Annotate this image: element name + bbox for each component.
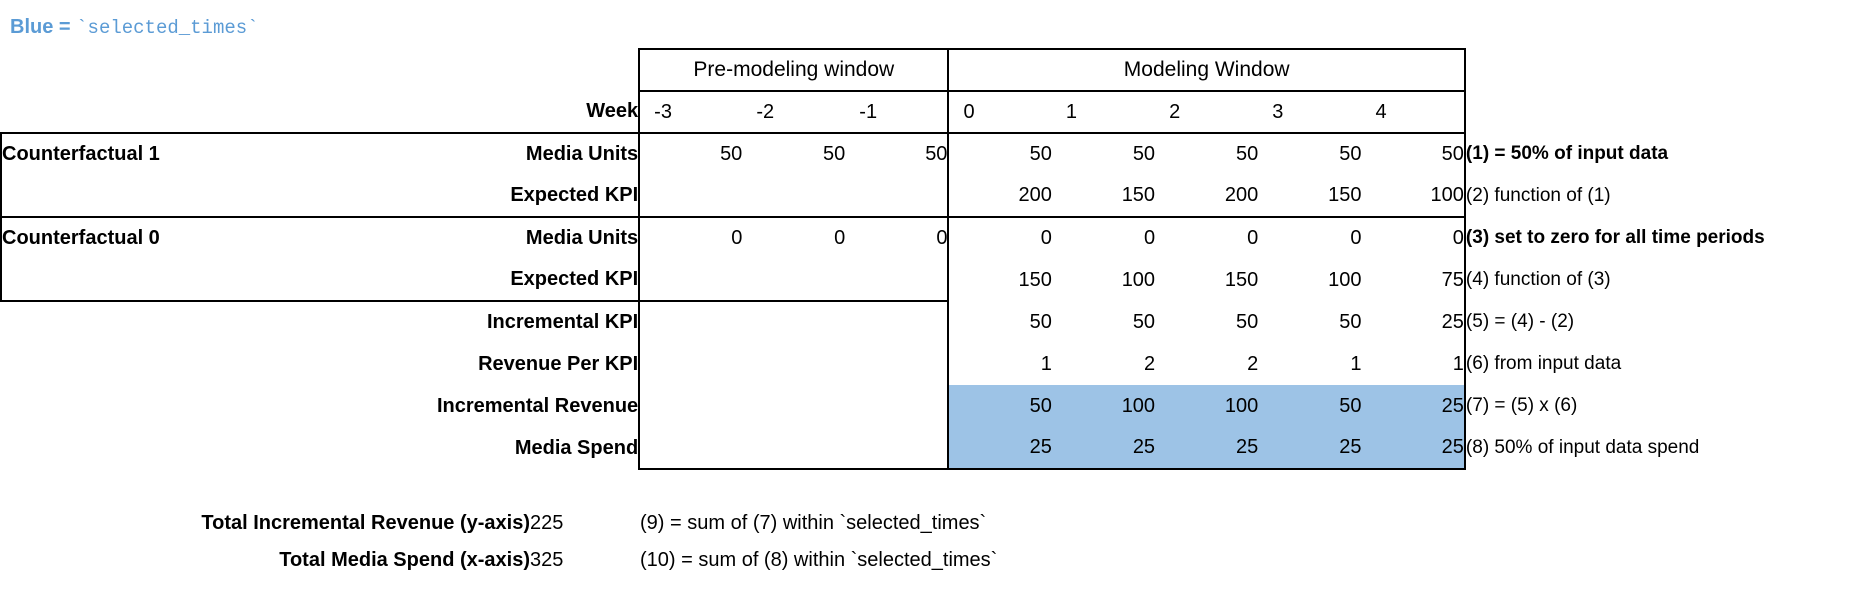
cell-cf0-kpi-model-1: 100	[1121, 268, 1156, 291]
group-header-note-spacer	[1465, 49, 1875, 91]
totals-row	[0, 512, 997, 549]
cell-cf1-kpi-pre-2	[845, 175, 948, 217]
cell-cf1-units-pre-1: 50	[742, 133, 845, 175]
cell-cf0-units-model-1: 0	[1052, 217, 1155, 259]
totals-section	[0, 512, 997, 586]
cell-spend-model-0: 25	[948, 427, 1051, 469]
row-label-expected-kpi-cf0: Expected KPI	[160, 259, 639, 301]
cell-spend-pre-1	[742, 427, 845, 469]
counterfactual-0-name: Counterfactual 0	[1, 217, 160, 259]
cell-rev-kpi-model-1: 2	[1143, 352, 1156, 375]
spacer-cell-group	[1, 49, 160, 91]
cell-rev-kpi-pre-0	[639, 343, 742, 385]
cell-inc-rev-model-1: 100	[1052, 385, 1155, 427]
cell-cf0-units-pre-2: 0	[845, 217, 948, 259]
week-cell-model-3: 3	[1272, 100, 1284, 123]
cell-cf1-units-model-4: 50	[1362, 133, 1465, 175]
cell-rev-kpi-pre-1	[742, 343, 845, 385]
row-label-expected-kpi-cf1: Expected KPI	[510, 184, 639, 206]
note-6: (6) from input data	[1465, 353, 1622, 374]
table-grid	[0, 48, 1876, 470]
cell-cf0-kpi-pre-2	[845, 259, 948, 301]
cell-cf1-units-model-1: 50	[1052, 133, 1155, 175]
counterfactual-1-name: Counterfactual 1	[1, 133, 160, 175]
cell-spend-model-1: 25	[1052, 427, 1155, 469]
row8-group-spacer	[1, 427, 160, 469]
table-row	[1, 343, 1875, 385]
total-incremental-revenue-value: 225	[530, 512, 564, 534]
note-2: (2) function of (1)	[1465, 185, 1611, 206]
cell-cf1-kpi-pre-0	[639, 175, 742, 217]
cell-cf0-kpi-model-3: 100	[1328, 268, 1362, 291]
cell-inc-kpi-model-1: 50	[1132, 310, 1156, 333]
cell-cf1-units-pre-0: 50	[639, 133, 742, 175]
table-row	[1, 259, 1875, 301]
row6-group-spacer	[1, 343, 160, 385]
table-row	[1, 217, 1875, 259]
cell-cf1-units-pre-2: 50	[845, 133, 948, 175]
week-cell-model-1: 1	[1065, 100, 1077, 123]
cell-spend-model-3: 25	[1258, 427, 1361, 469]
note-5: (5) = (4) - (2)	[1465, 311, 1575, 332]
spacer-cell-group-2	[160, 49, 639, 91]
table-row	[1, 301, 1875, 343]
week-cell-pre-0: -3	[639, 91, 742, 133]
cell-cf1-kpi-model-0: 200	[948, 175, 1051, 217]
total-media-spend-value: 325	[530, 549, 564, 571]
note-3: (3) set to zero for all time periods	[1465, 227, 1765, 248]
cell-rev-kpi-model-0: 1	[948, 343, 1051, 385]
table-row-week	[1, 91, 1875, 133]
row-label-incremental-kpi: Incremental KPI	[487, 311, 639, 333]
cell-cf0-kpi-model-2: 150	[1224, 268, 1259, 291]
cell-cf0-units-model-4: 0	[1362, 217, 1465, 259]
cell-spend-pre-0	[639, 427, 742, 469]
cell-inc-kpi-model-4: 25	[1362, 301, 1465, 343]
cell-cf1-kpi-pre-1	[742, 175, 845, 217]
cell-cf0-units-pre-0: 0	[639, 217, 742, 259]
cell-cf1-kpi-model-3: 150	[1328, 184, 1362, 206]
cell-inc-rev-pre-0	[639, 385, 742, 427]
legend	[10, 16, 259, 39]
cell-rev-kpi-model-4: 1	[1362, 343, 1465, 385]
note-8: (8) 50% of input data spend	[1465, 437, 1700, 458]
row-label-incremental-revenue: Incremental Revenue	[436, 394, 639, 417]
legend-code: `selected_times`	[76, 17, 259, 39]
cell-cf0-kpi-pre-0	[639, 259, 742, 301]
table-row	[1, 175, 1875, 217]
week-cell-model-0: 0	[948, 91, 1051, 133]
cell-cf0-kpi-model-4: 75	[1362, 259, 1465, 301]
cell-inc-kpi-pre-1	[742, 301, 845, 343]
table-row	[1, 427, 1875, 469]
cell-cf1-units-model-0: 50	[948, 133, 1051, 175]
cell-inc-kpi-pre-0	[639, 301, 742, 343]
cell-spend-model-2: 25	[1155, 427, 1258, 469]
note-7: (7) = (5) x (6)	[1465, 395, 1578, 416]
cell-cf1-units-model-3: 50	[1258, 133, 1361, 175]
row-label-media-units-cf0: Media Units	[160, 217, 639, 259]
total-incremental-revenue-note: (9) = sum of (7) within `selected_times`	[640, 512, 987, 534]
cell-inc-rev-model-0: 50	[948, 385, 1051, 427]
cell-rev-kpi-pre-2	[845, 343, 948, 385]
row-label-media-units-cf1: Media Units	[160, 133, 639, 175]
cell-inc-rev-pre-2	[845, 385, 948, 427]
cell-rev-kpi-model-2: 2	[1247, 352, 1259, 375]
cell-cf0-kpi-pre-1	[742, 259, 845, 301]
note-4: (4) function of (3)	[1465, 269, 1611, 290]
totals-table	[0, 512, 997, 586]
week-cell-model-4: 4	[1362, 91, 1465, 133]
table-row	[1, 385, 1875, 427]
note-1: (1) = 50% of input data	[1465, 143, 1669, 164]
total-media-spend-label: Total Media Spend (x-axis)	[279, 549, 530, 571]
cell-cf0-units-model-0: 0	[948, 217, 1051, 259]
cell-inc-kpi-model-2: 50	[1236, 310, 1259, 333]
table-row-group-headers	[1, 49, 1875, 91]
cell-inc-kpi-model-0: 50	[948, 301, 1051, 343]
cell-spend-pre-2	[845, 427, 948, 469]
cell-rev-kpi-model-3: 1	[1350, 352, 1362, 375]
row-label-media-spend: Media Spend	[514, 436, 639, 459]
week-spacer-1	[1, 91, 160, 133]
row-label-revenue-per-kpi: Revenue Per KPI	[478, 352, 639, 375]
table-row	[1, 133, 1875, 175]
counterfactual-table	[0, 48, 1876, 470]
cell-cf0-kpi-model-0: 150	[948, 259, 1051, 301]
cell-cf0-units-model-3: 0	[1258, 217, 1361, 259]
cell-inc-kpi-pre-2	[845, 301, 948, 343]
week-cell-pre-2: -1	[859, 100, 878, 123]
cell-inc-rev-pre-1	[742, 385, 845, 427]
row5-group-spacer	[1, 301, 160, 343]
cf1-name-spacer	[1, 175, 160, 217]
total-incremental-revenue-label: Total Incremental Revenue (y-axis)	[201, 512, 530, 534]
totals-row	[0, 549, 997, 586]
cell-cf1-units-model-2: 50	[1155, 133, 1258, 175]
cell-cf1-kpi-model-1: 150	[1121, 184, 1156, 206]
week-cell-pre-1: -2	[756, 100, 775, 123]
cell-inc-kpi-model-3: 50	[1339, 310, 1362, 333]
cell-inc-rev-model-4: 25	[1362, 385, 1465, 427]
group-header-modeling: Modeling Window	[948, 49, 1464, 91]
week-note-spacer	[1465, 91, 1875, 133]
cell-cf1-kpi-model-4: 100	[1362, 175, 1465, 217]
cell-spend-model-4: 25	[1362, 427, 1465, 469]
legend-prefix: Blue =	[10, 16, 77, 38]
row7-group-spacer	[1, 385, 160, 427]
group-header-pre-modeling: Pre-modeling window	[639, 49, 948, 91]
cell-cf1-kpi-model-2: 200	[1224, 184, 1259, 206]
total-media-spend-note: (10) = sum of (8) within `selected_times`	[640, 549, 998, 571]
cell-inc-rev-model-2: 100	[1155, 385, 1258, 427]
cf0-name-spacer	[1, 259, 160, 301]
week-row-label: Week	[586, 100, 639, 122]
cell-cf0-units-model-2: 0	[1155, 217, 1258, 259]
cell-cf0-units-pre-1: 0	[742, 217, 845, 259]
week-cell-model-2: 2	[1169, 100, 1181, 123]
cell-inc-rev-model-3: 50	[1258, 385, 1361, 427]
